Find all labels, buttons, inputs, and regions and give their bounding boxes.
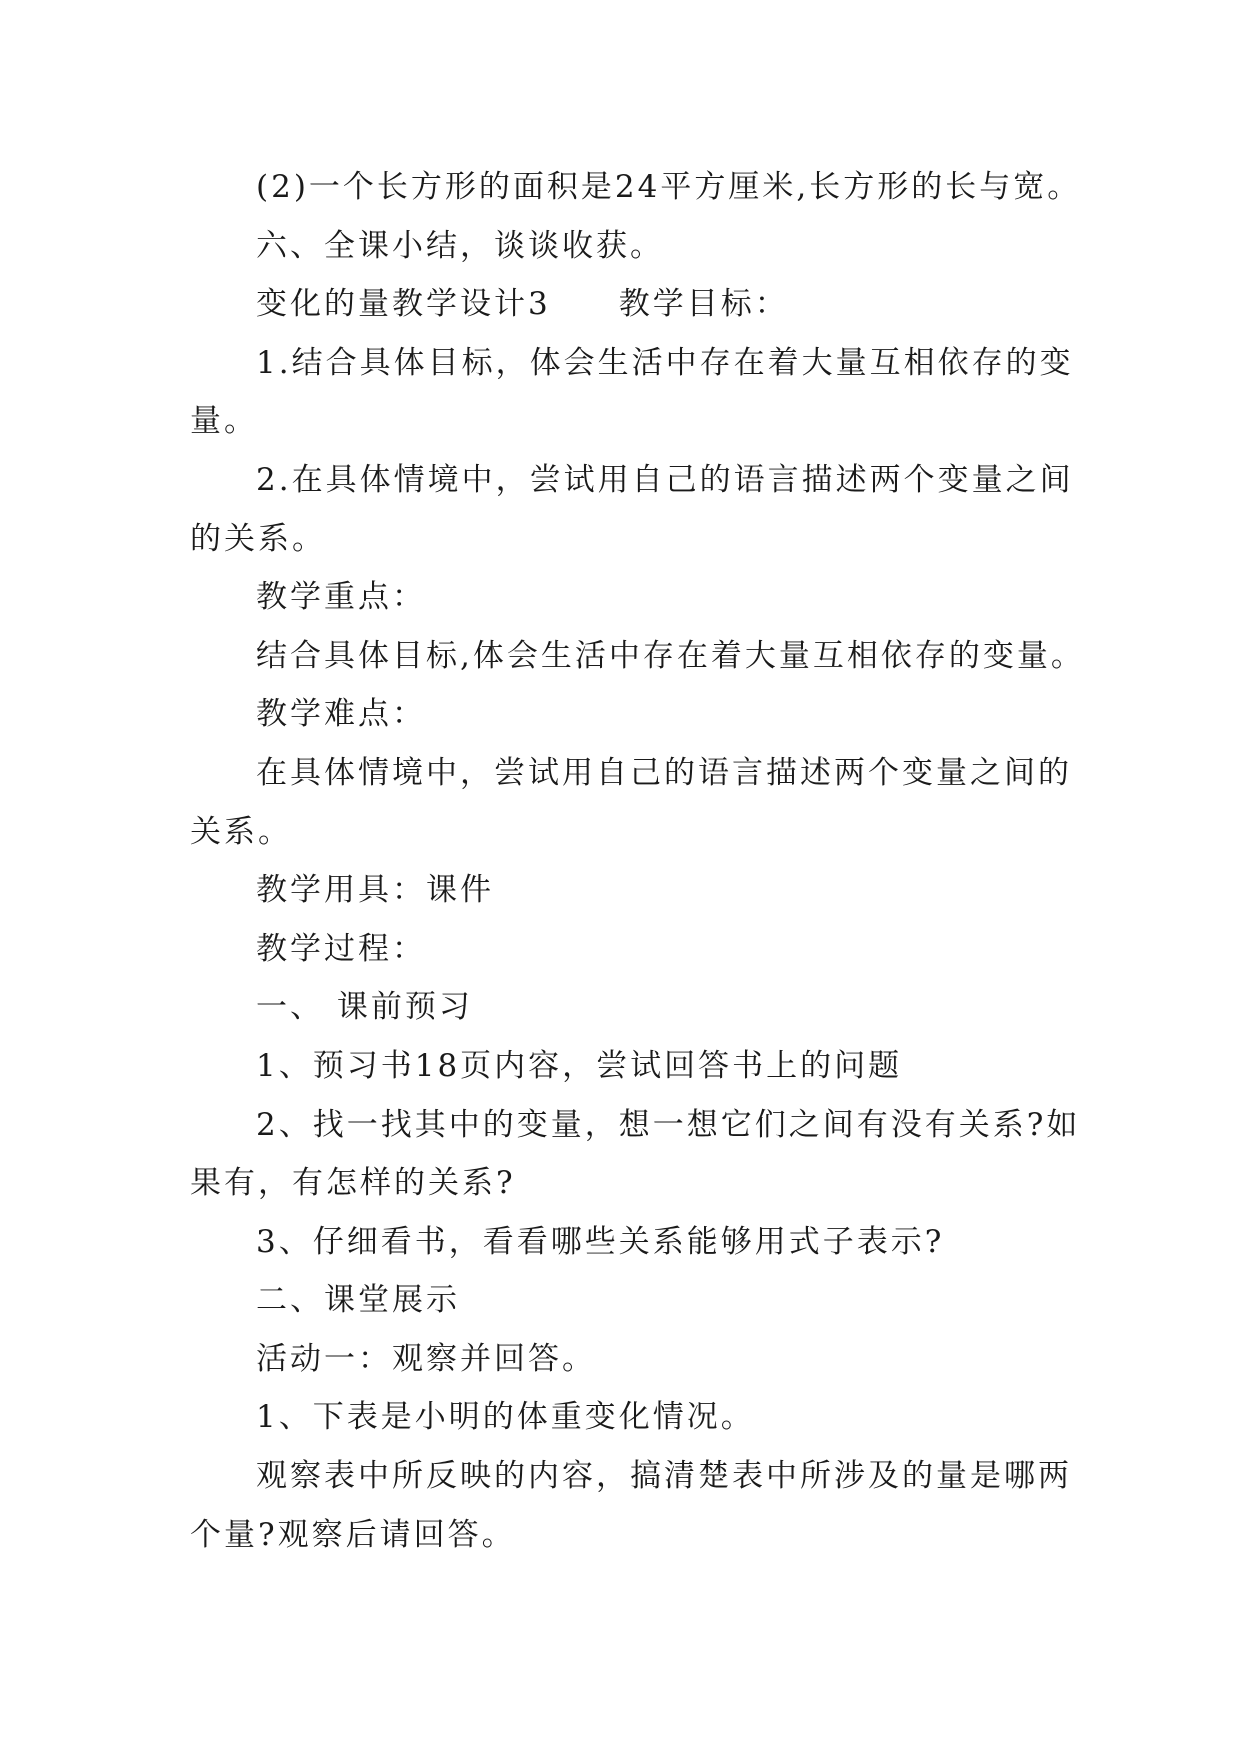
text-line: (2)一个长方形的面积是24平方厘米,长方形的长与宽。 xyxy=(256,169,1082,205)
text-line: 个量?观察后请回答。 xyxy=(190,1516,516,1553)
text-line: 教学用具：课件 xyxy=(256,872,494,909)
text-line: 果有，有怎样的关系? xyxy=(190,1165,516,1202)
text-line: 在具体情境中，尝试用自己的语言描述两个变量之间的 xyxy=(256,754,1072,791)
text-line: 关系。 xyxy=(190,813,292,850)
text-line: 观察表中所反映的内容，搞清楚表中所涉及的量是哪两 xyxy=(256,1458,1072,1495)
text-line: 的关系。 xyxy=(190,520,326,557)
text-line: 教学难点： xyxy=(256,696,426,733)
document-body xyxy=(190,158,1085,1564)
text-line: 教学过程： xyxy=(256,930,426,967)
text-line: 1.结合具体目标，体会生活中存在着大量互相依存的变 xyxy=(256,344,1074,381)
text-line: 活动一：观察并回答。 xyxy=(256,1340,596,1377)
text-line: 量。 xyxy=(190,403,258,440)
text-line: 二、课堂展示 xyxy=(256,1282,460,1319)
text-line: 3、仔细看书，看看哪些关系能够用式子表示? xyxy=(256,1223,945,1260)
text-line: 1、预习书18页内容，尝试回答书上的问题 xyxy=(256,1047,903,1084)
text-line: 六、全课小结，谈谈收获。 xyxy=(256,227,664,264)
text-line: 2.在具体情境中，尝试用自己的语言描述两个变量之间 xyxy=(256,461,1074,498)
text-line: 1、下表是小明的体重变化情况。 xyxy=(256,1399,755,1436)
text-line: 变化的量教学设计3 教学目标： xyxy=(256,286,789,323)
text-line: 2、找一找其中的变量，想一想它们之间有没有关系?如 xyxy=(256,1106,1081,1143)
text-line: 教学重点： xyxy=(256,579,426,616)
text-line: 一、 课前预习 xyxy=(256,989,473,1026)
text-line: 结合具体目标,体会生活中存在着大量互相依存的变量。 xyxy=(256,637,1085,674)
